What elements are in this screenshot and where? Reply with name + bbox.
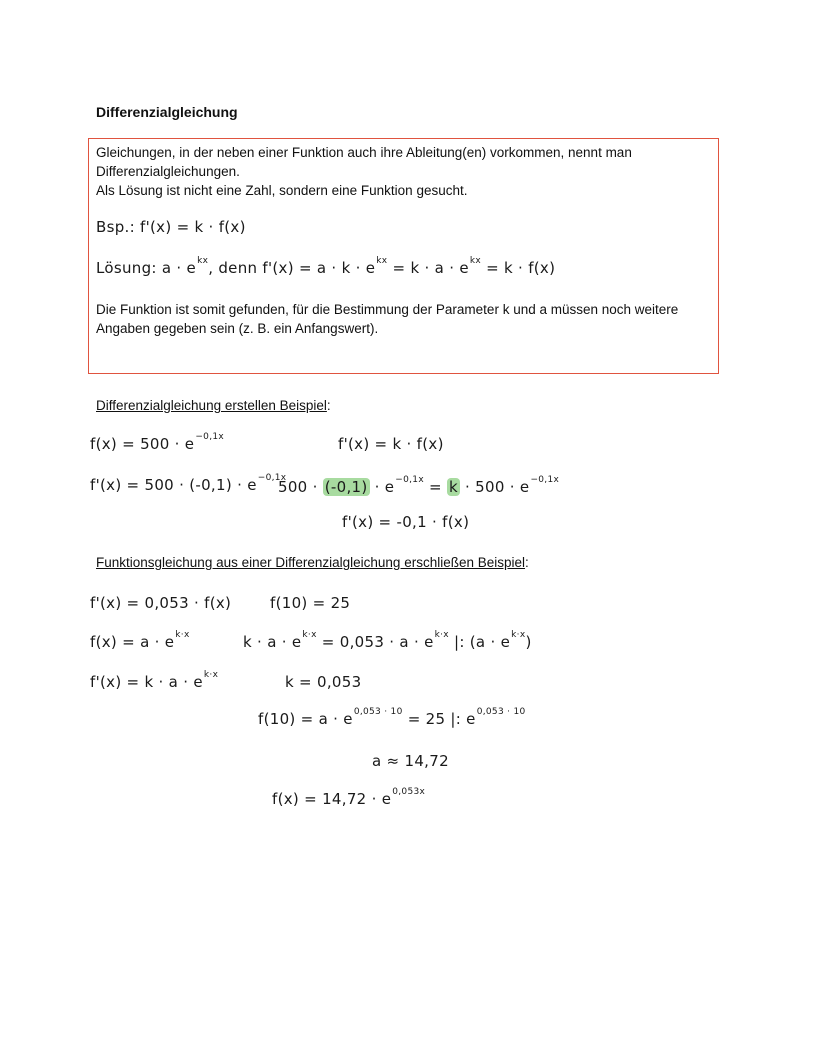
ex2-ansatz: $f(x) = a \cdot e^{k\cdot x}$: [90, 630, 190, 651]
highlight-coefficient: (-0,1): [324, 478, 368, 496]
solution-equation: Lösung: $a \cdot e^{kx}$, denn $f'(x) = a \cdot k \cdot e^{kx} = k \cdot a \cdot e^{kx} = k \cdot f(x)$: [96, 256, 556, 277]
ex2-a-value: a ≈ 14,72: [372, 752, 449, 770]
ex2-final-function: $f(x) = 14,72 \cdot e^{0,053x}$: [272, 787, 426, 808]
example2-heading: Funktionsgleichung aus einer Differenzialgleichung erschließen Beispiel:: [96, 555, 529, 570]
outro-line-1: Die Funktion ist somit gefunden, für die Bestimmung der Parameter k und a müssen noch weitere: [96, 302, 679, 317]
ex1-function: $f(x) = 500 \cdot e^{-0,1x}$: [90, 432, 225, 453]
example1-heading: Differenzialgleichung erstellen Beispiel:: [96, 398, 331, 413]
ex2-solve-a: $f(10) = a \cdot e^{0,053 \cdot 10} = 25$ |: $e^{0,053 \cdot 10}$: [258, 707, 526, 728]
intro-line-3: Als Lösung ist nicht eine Zahl, sondern eine Funktion gesucht.: [96, 183, 468, 198]
ex2-k-value: k = 0,053: [285, 673, 362, 691]
intro-line-1: Gleichungen, in der neben einer Funktion auch ihre Ableitung(en) vorkommen, nennt man: [96, 145, 632, 160]
page-title: Differenzialgleichung: [96, 104, 238, 120]
ex2-ode: f'(x) = 0,053 · f(x): [90, 594, 232, 612]
ex1-comparison: $500 \cdot (-0,1) \cdot e^{-0,1x} = k \cdot 500 \cdot e^{-0,1x}$: [278, 475, 560, 496]
ex1-ode: f'(x) = k · f(x): [338, 435, 444, 453]
intro-line-2: Differenzialgleichungen.: [96, 164, 240, 179]
highlight-k: k: [448, 478, 458, 496]
outro-line-2: Angaben gegeben sein (z. B. ein Anfangswert).: [96, 321, 379, 336]
ex2-initial-value: f(10) = 25: [270, 594, 351, 612]
example-equation: Bsp.: f'(x) = k · f(x): [96, 218, 246, 236]
ex2-substitution: $k \cdot a \cdot e^{k\cdot x} = 0,053 \cdot a \cdot e^{k\cdot x}$ |: $(a \cdot e^{k\cdot x})$: [243, 630, 532, 651]
ex2-derivative: $f'(x) = k \cdot a \cdot e^{k\cdot x}$: [90, 670, 219, 691]
ex1-derivative: $f'(x) = 500 \cdot (-0,1) \cdot e^{-0,1x}$: [90, 473, 287, 494]
ex1-result: f'(x) = -0,1 · f(x): [342, 513, 470, 531]
